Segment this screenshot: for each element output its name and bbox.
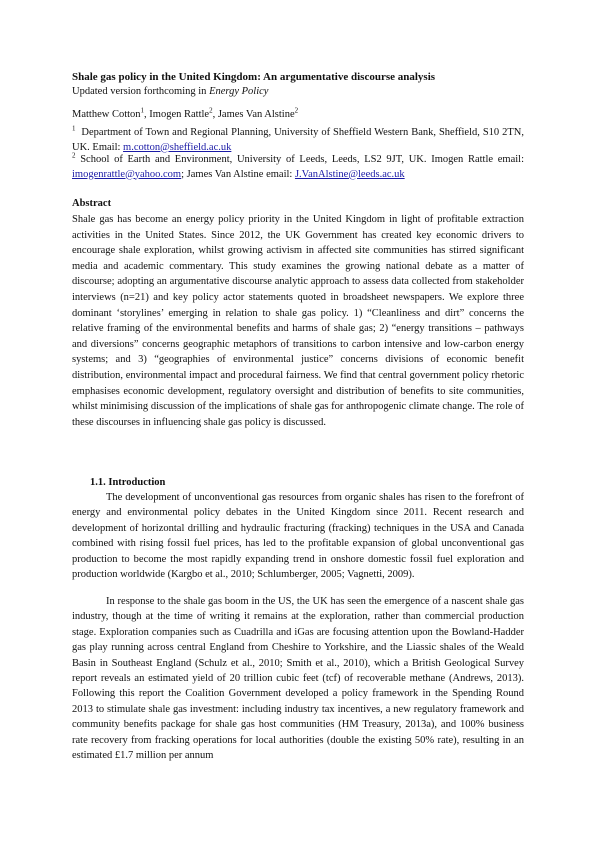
affiliation-2 — [72, 153, 524, 182]
author-affiliation-mark: 2 — [209, 106, 213, 115]
abstract-text: Shale gas has become an energy policy priority in the United Kingdom in light of profitable extraction activities in the United States. Since 2012, the UK Government has created key economic drivers to encourage shale exploration, whilst growing activism in affected site communities has stirred significant media and academic commentary. This study examines the growing national debate as a matter of discourse; adopting an argumentative discourse analytic approach to assess data collected from stakeholder interviews (n=21) and key policy actor statements quoted in broadsheet newspapers. We explore three dominant ‘storylines’ emerging in relation to shale gas policy. 1) “Cleanliness and dirt” concerns the relative framing of the environmental benefits and harms of shale gas; 2) “energy transitions – pathways and diversions” concerns geographic metaphors of transitions to carbon intensive and low-carbon energy systems; and 3) “geographies of environmental justice” concerns divisions of economic benefit distribution, environmental impact and procedural fairness. We find that central government policy rhetoric emphasises economic development, regulatory oversight and distribution of benefits to site communities, whilst minimising discussion of the implications of shale gas for anthropogenic climate change. The role of these discourses in influencing shale gas policy is discussed. — [72, 214, 524, 428]
author-affiliation-mark: 2 — [294, 106, 299, 115]
paper-title: Shale gas policy in the United Kingdom: An argumentative discourse analysis — [72, 71, 436, 83]
author-name: James Van Alstine — [217, 109, 295, 120]
email-link[interactable]: m.cotton@sheffield.ac.uk — [123, 141, 232, 153]
email-link[interactable]: imogenrattle@yahoo.com — [72, 168, 182, 180]
author-name: Matthew Cotton — [72, 109, 141, 120]
section-heading: 1.1. Introduction — [90, 477, 166, 488]
affiliation-text: Department of Town and Regional Planning, University of Sheffield Western Bank, Sheffield, S10 2TN, UK. Email: — [72, 127, 524, 153]
affiliation-text: School of Earth and Environment, University of Leeds, Leeds, LS2 9JT, UK. Imogen Rattle email: — [80, 154, 524, 165]
affiliation-text: ; James Van Alstine email: — [181, 168, 295, 180]
publication-note — [72, 85, 524, 99]
affiliation-mark: 2 — [72, 151, 76, 160]
author-list: Matthew Cotton$^1$, Imogen Rattle$^2$, James Van Alstine$^2$ — [72, 106, 299, 120]
journal-name: Energy Policy — [209, 86, 269, 97]
abstract-heading: Abstract — [72, 198, 112, 209]
publication-note-text: Updated version forthcoming in — [72, 86, 210, 97]
body-paragraph: In response to the shale gas boom in the US, the UK has seen the emergence of a nascent shale gas industry, though at the time of writing it remains at the exploration, rather than commercial production stage. Exploration companies such as Cuadrilla and iGas are focusing attention upon the Bowland-Hadder gas play running across central England from Cheshire to Yorkshire, and the Liassic shales of the Weald Basin in Southeast England (Schulz et al., 2010; Smith et al., 2010), which a British Geological Survey report reveals an estimated yield of 20 trillion cubic feet (tcf) of recoverable methane (Andrews, 2013). Following this report the Coalition Government developed a policy framework in the Spending Round 2013 to stimulate shale gas investment: including industry tax incentives, a new regulatory framework and community benefits package for shale gas host communities (HM Treasury, 2013a), and 100% business rate recovery from fracking operations for local authorities (double the existing 50% rate), resulting in an estimated £1.7 million per annum — [72, 596, 524, 762]
body-paragraph: The development of unconventional gas resources from organic shales has risen to the forefront of energy and environmental policy debates in the United Kingdom since 2011. Recent research and development of horizontal drilling and hydraulic fracturing (fracking) techniques in the USA and Canada combined with rising fossil fuel prices, has led to the profitable expansion of global unconventional gas production to become the most rapidly expanding trend in onshore domestic fossil fuel exploration and production worldwide (Kargbo et al., 2010; Schlumberger, 2005; Vagnetti, 2009). — [72, 492, 524, 581]
affiliation-mark: 1 — [72, 124, 76, 133]
email-link[interactable]: J.VanAlstine@leeds.ac.uk — [294, 168, 405, 180]
author-affiliation-mark: 1 — [140, 106, 145, 115]
author-name: Imogen Rattle — [149, 109, 210, 120]
affiliation-1 — [72, 126, 524, 155]
